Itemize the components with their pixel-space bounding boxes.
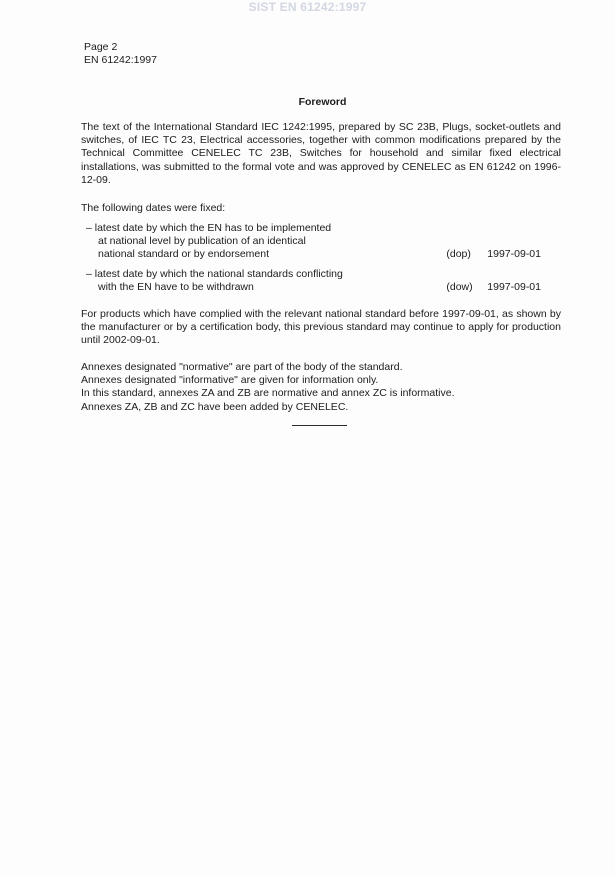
dates-intro: The following dates were fixed: bbox=[81, 202, 226, 214]
products-paragraph: For products which have complied with the relevant national standard before 1997-09-01, as shown by the manufacturer or by a certification body, this previous standard may continue to apply for production until 2002-09-01. bbox=[81, 308, 561, 347]
date-item-text: with the EN have to be withdrawn bbox=[98, 281, 254, 294]
date-item-dow bbox=[86, 268, 541, 294]
date-item-dop bbox=[86, 222, 541, 262]
document-watermark: SIST EN 61242:1997 bbox=[248, 0, 367, 14]
page-header bbox=[84, 41, 157, 67]
date-code: (dow) bbox=[446, 281, 473, 294]
date-item-text: at national level by publication of an identical bbox=[98, 235, 306, 248]
end-rule bbox=[292, 425, 347, 426]
intro-paragraph: The text of the International Standard IEC 1242:1995, prepared by SC 23B, Plugs, socket-outlets and switches, of IEC TC 23, Electrical accessories, together with common modifications prepared by the Technical Committee CENELEC TC 23B, Switches for household and similar fixed electrical installations, was submitted to the formal vote and was approved by CENELEC as EN 61242 on 1996-12-09. bbox=[81, 121, 561, 186]
date-value: 1997-09-01 bbox=[487, 281, 541, 294]
annex-line: Annexes ZA, ZB and ZC have been added by CENELEC. bbox=[81, 400, 349, 413]
section-title: Foreword bbox=[298, 96, 347, 108]
document-id: EN 61242:1997 bbox=[84, 54, 157, 66]
page-number: Page 2 bbox=[84, 41, 118, 53]
date-item-text: – latest date by which the EN has to be implemented bbox=[86, 222, 332, 234]
date-value: 1997-09-01 bbox=[487, 248, 541, 261]
annex-line: Annexes designated "normative" are part of the body of the standard. bbox=[81, 361, 403, 373]
annexes-block bbox=[81, 361, 561, 414]
date-item-text: national standard or by endorsement bbox=[98, 248, 270, 261]
date-code: (dop) bbox=[446, 248, 471, 261]
annex-line: In this standard, annexes ZA and ZB are normative and annex ZC is informative. bbox=[81, 387, 455, 400]
date-item-text: – latest date by which the national standards conflicting bbox=[86, 268, 343, 280]
annex-line: Annexes designated "informative" are given for information only. bbox=[81, 374, 379, 387]
